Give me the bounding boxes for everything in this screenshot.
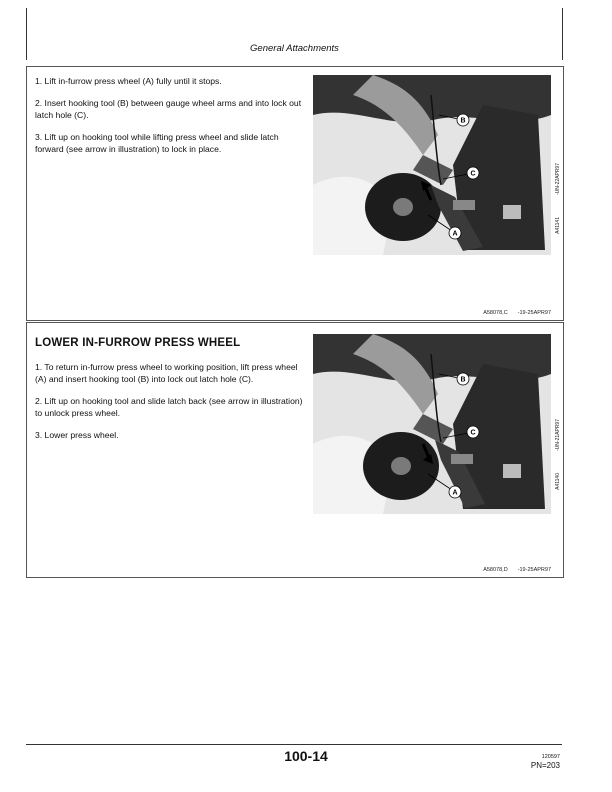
- step-1: 1. To return in-furrow press wheel to working position, lift press wheel (A) and insert hooking tool (B) into lock out latch hole (C).: [35, 362, 298, 384]
- pn-code: PN=203: [530, 761, 560, 770]
- press-wheel-photo-lower: [313, 334, 551, 514]
- callout-c: C: [470, 429, 476, 437]
- step-2: 2. Insert hooking tool (B) between gauge wheel arms and into lock out latch hole (C).: [35, 98, 302, 120]
- instruction-block-lock-out: [26, 66, 564, 321]
- image-code-top: -UN-21APR97: [555, 419, 561, 451]
- caption-date: -19-25APR97: [517, 310, 551, 316]
- image-caption: [483, 567, 551, 573]
- date-code: 120597: [541, 754, 560, 760]
- instruction-block-lower-press-wheel: [26, 322, 564, 578]
- footer-rule: [26, 744, 562, 745]
- callout-b: B: [460, 117, 466, 125]
- step-3: 3. Lift up on hooking tool while lifting press wheel and slide latch forward (see arrow in illustration) to lock in place.: [35, 132, 279, 154]
- image-code-bottom: A41140: [555, 473, 561, 490]
- caption-date: -19-25APR97: [517, 567, 551, 573]
- instructions-text: [35, 75, 303, 165]
- step-2: 2. Lift up on hooking tool and slide latch back (see arrow in illustration) to unlock press wheel.: [35, 396, 303, 418]
- step-3: 3. Lower press wheel.: [35, 430, 119, 440]
- block-heading: LOWER IN-FURROW PRESS WHEEL: [35, 337, 241, 349]
- step-1: 1. Lift in-furrow press wheel (A) fully until it stops.: [35, 76, 222, 86]
- press-wheel-photo-lock: [313, 75, 551, 255]
- caption-id: A58078,C: [483, 310, 508, 316]
- callout-b: B: [460, 376, 466, 384]
- callout-c: C: [470, 170, 476, 178]
- image-code-top: -UN-22APR97: [555, 163, 561, 195]
- section-title: General Attachments: [250, 43, 339, 54]
- callout-a: A: [452, 230, 458, 238]
- caption-id: A58078,D: [483, 567, 508, 573]
- image-caption: [483, 310, 551, 316]
- page-number: 100-14: [284, 748, 328, 764]
- instructions-text: [35, 331, 303, 451]
- callout-a: A: [452, 489, 458, 497]
- image-code-bottom: A41141: [555, 217, 561, 234]
